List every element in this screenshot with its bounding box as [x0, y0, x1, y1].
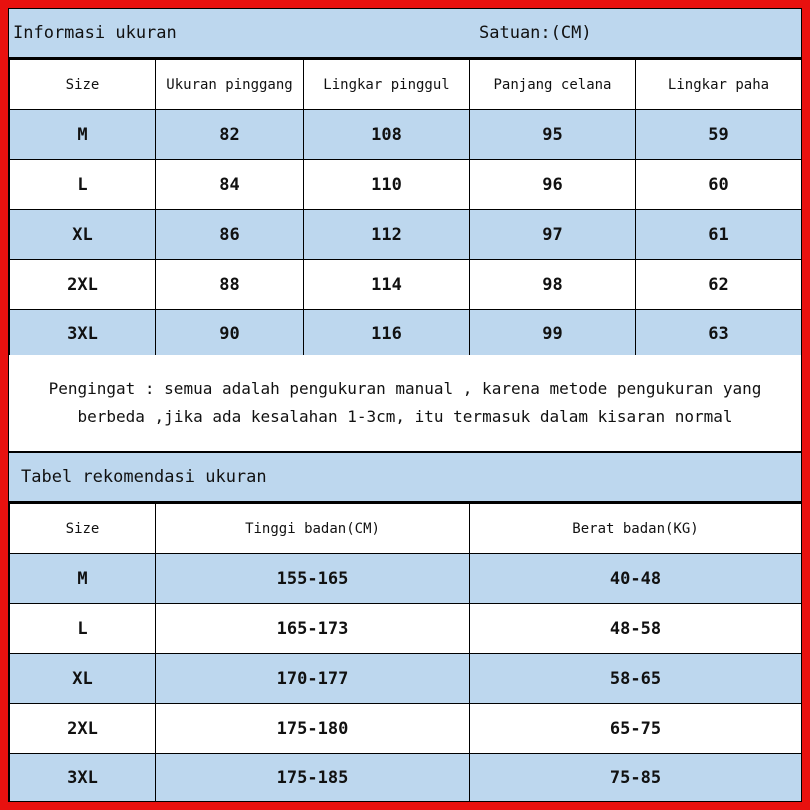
- thigh-cell: 63: [636, 310, 802, 358]
- hip-cell: 110: [304, 160, 470, 210]
- thigh-cell: 60: [636, 160, 802, 210]
- height-cell: 175-185: [156, 754, 470, 802]
- header-cell: Lingkar pinggul: [304, 60, 470, 110]
- length-cell: 95: [470, 110, 636, 160]
- recommendation-banner: [9, 453, 801, 503]
- hip-cell: 114: [304, 260, 470, 310]
- hip-cell: 112: [304, 210, 470, 260]
- table-row: [10, 210, 802, 260]
- header-cell: Ukuran pinggang: [156, 60, 304, 110]
- header-cell: Panjang celana: [470, 60, 636, 110]
- header-cell: Berat badan(KG): [470, 504, 802, 554]
- waist-cell: 88: [156, 260, 304, 310]
- table-row: [10, 260, 802, 310]
- recommendation-table: [9, 503, 802, 802]
- note-line-1: Pengingat : semua adalah pengukuran manual , karena metode pengukuran yang: [48, 379, 762, 398]
- length-cell: 99: [470, 310, 636, 358]
- size-cell: 2XL: [10, 260, 156, 310]
- table-row: [10, 310, 802, 358]
- waist-cell: 82: [156, 110, 304, 160]
- length-cell: 98: [470, 260, 636, 310]
- height-cell: 175-180: [156, 704, 470, 754]
- table-row: [10, 704, 802, 754]
- measurement-note: [9, 355, 801, 453]
- weight-cell: 40-48: [470, 554, 802, 604]
- size-cell: 3XL: [10, 754, 156, 802]
- waist-cell: 84: [156, 160, 304, 210]
- size-cell: L: [10, 160, 156, 210]
- waist-cell: 86: [156, 210, 304, 260]
- size-info-title: Informasi ukuran: [13, 23, 177, 43]
- weight-cell: 58-65: [470, 654, 802, 704]
- table-row: [10, 654, 802, 704]
- header-cell: Lingkar paha: [636, 60, 802, 110]
- table-row: [10, 110, 802, 160]
- note-line-2: berbeda ,jika ada kesalahan 1-3cm, itu termasuk dalam kisaran normal: [77, 407, 733, 426]
- recommendation-title: Tabel rekomendasi ukuran: [21, 467, 267, 487]
- weight-cell: 48-58: [470, 604, 802, 654]
- thigh-cell: 61: [636, 210, 802, 260]
- height-cell: 165-173: [156, 604, 470, 654]
- table-row: [10, 160, 802, 210]
- table-row: [10, 604, 802, 654]
- hip-cell: 116: [304, 310, 470, 358]
- waist-cell: 90: [156, 310, 304, 358]
- hip-cell: 108: [304, 110, 470, 160]
- unit-label: Satuan:(CM): [479, 23, 592, 43]
- header-cell: Size: [10, 60, 156, 110]
- size-cell: M: [10, 554, 156, 604]
- header-cell: Tinggi badan(CM): [156, 504, 470, 554]
- table-row: [10, 554, 802, 604]
- size-cell: 2XL: [10, 704, 156, 754]
- height-cell: 155-165: [156, 554, 470, 604]
- thigh-cell: 59: [636, 110, 802, 160]
- thigh-cell: 62: [636, 260, 802, 310]
- weight-cell: 65-75: [470, 704, 802, 754]
- size-cell: L: [10, 604, 156, 654]
- length-cell: 97: [470, 210, 636, 260]
- size-cell: M: [10, 110, 156, 160]
- size-info-banner: [9, 9, 801, 59]
- size-info-table: [9, 59, 802, 358]
- weight-cell: 75-85: [470, 754, 802, 802]
- table-row: [10, 754, 802, 802]
- header-cell: Size: [10, 504, 156, 554]
- length-cell: 96: [470, 160, 636, 210]
- height-cell: 170-177: [156, 654, 470, 704]
- size-cell: XL: [10, 654, 156, 704]
- recommendation-header-row: [10, 504, 802, 554]
- size-cell: XL: [10, 210, 156, 260]
- size-info-header-row: [10, 60, 802, 110]
- size-cell: 3XL: [10, 310, 156, 358]
- size-chart-sheet: [8, 8, 802, 802]
